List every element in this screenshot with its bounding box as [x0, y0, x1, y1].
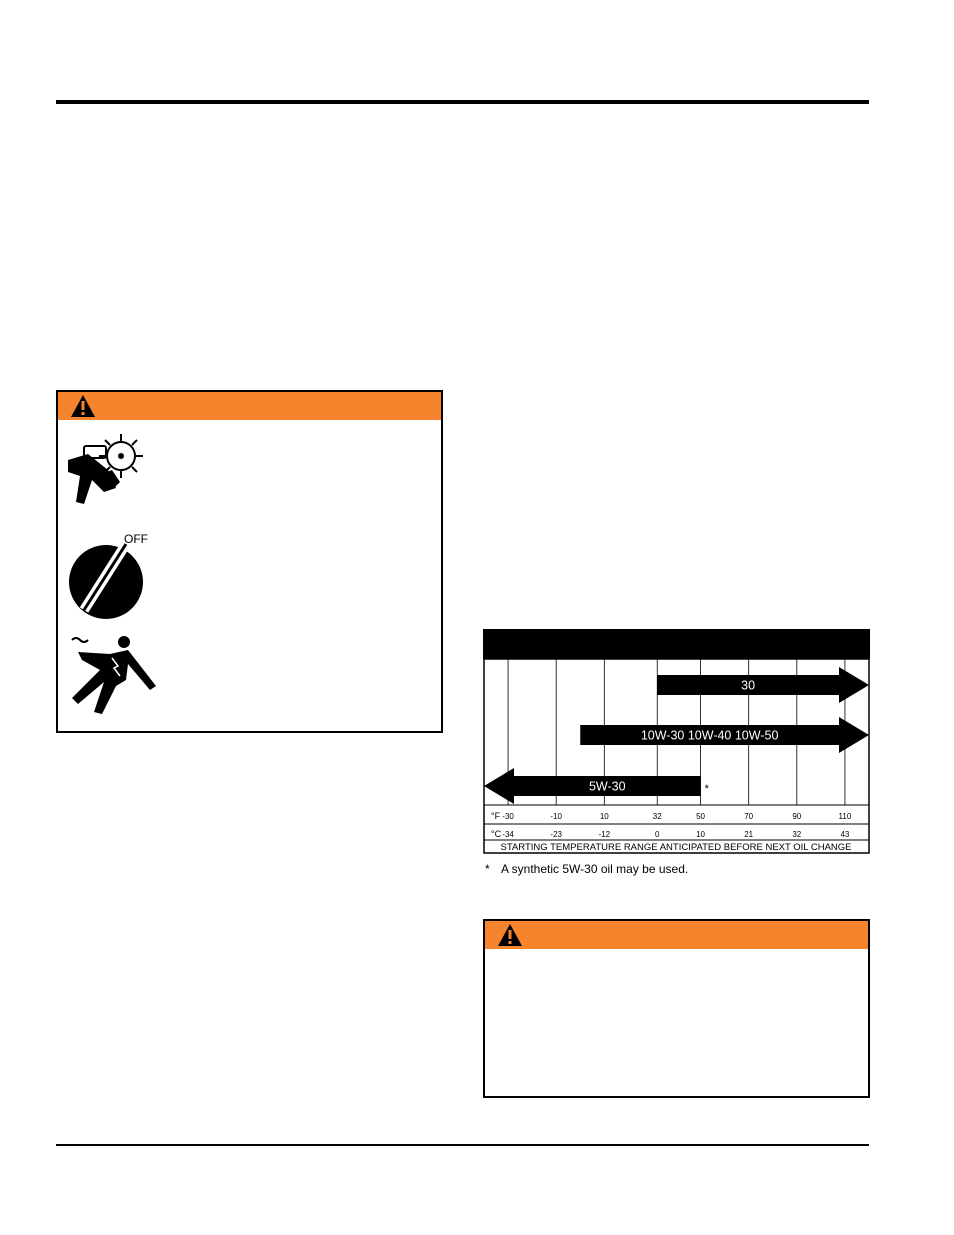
warning-box-oil	[483, 919, 870, 1098]
tick-label-f-1: -10	[550, 812, 562, 821]
tick-label-c-0: -34	[502, 830, 514, 839]
tick-label-f-7: 110	[838, 812, 852, 821]
tick-label-c-6: 32	[792, 830, 802, 839]
off-label: OFF	[124, 532, 148, 546]
tick-label-c-1: -23	[550, 830, 562, 839]
tick-label-f-5: 70	[744, 812, 754, 821]
chart-x-axis-label: STARTING TEMPERATURE RANGE ANTICIPATED BEFORE NEXT OIL CHANGE	[500, 842, 852, 853]
fahrenheit-unit-label: °F	[491, 811, 501, 821]
warning-triangle-icon	[70, 394, 96, 418]
tick-label-c-2: -12	[598, 830, 611, 839]
footnote-marker: *	[485, 862, 490, 876]
chart-canvas	[483, 629, 870, 854]
tick-label-c-3: 0	[655, 830, 660, 839]
electric-shock-icon	[64, 632, 164, 718]
warning-header-bar	[58, 392, 441, 420]
tick-label-f-6: 90	[792, 812, 802, 821]
series-label-1: 10W-30 10W-40 10W-50	[640, 728, 779, 743]
warning-box-moving-parts	[56, 390, 443, 733]
tick-label-f-0: -30	[502, 812, 514, 821]
warning-triangle-icon	[497, 923, 523, 947]
tick-label-c-7: 43	[840, 830, 850, 839]
warning-header-bar-2	[485, 921, 868, 949]
tick-label-f-4: 50	[696, 812, 706, 821]
tick-label-c-5: 21	[744, 830, 754, 839]
tick-label-f-2: 10	[599, 812, 609, 821]
tick-label-c-4: 10	[696, 830, 706, 839]
series-arrow-0	[657, 667, 869, 703]
chart-footnote	[485, 862, 688, 876]
footnote-text: A synthetic 5W-30 oil may be used.	[501, 862, 689, 876]
footer-rule	[56, 1144, 869, 1146]
series-label-0: 30	[741, 678, 756, 693]
series-marker-2: *	[704, 783, 709, 795]
oil-viscosity-chart	[483, 629, 870, 854]
tick-label-f-3: 32	[652, 812, 662, 821]
series-label-2: 5W-30	[588, 779, 626, 794]
header-rule	[56, 100, 869, 104]
rotating-parts-hand-entanglement-icon	[66, 430, 146, 510]
chart-header-bar	[483, 629, 870, 659]
celsius-unit-label: °C	[491, 829, 502, 839]
